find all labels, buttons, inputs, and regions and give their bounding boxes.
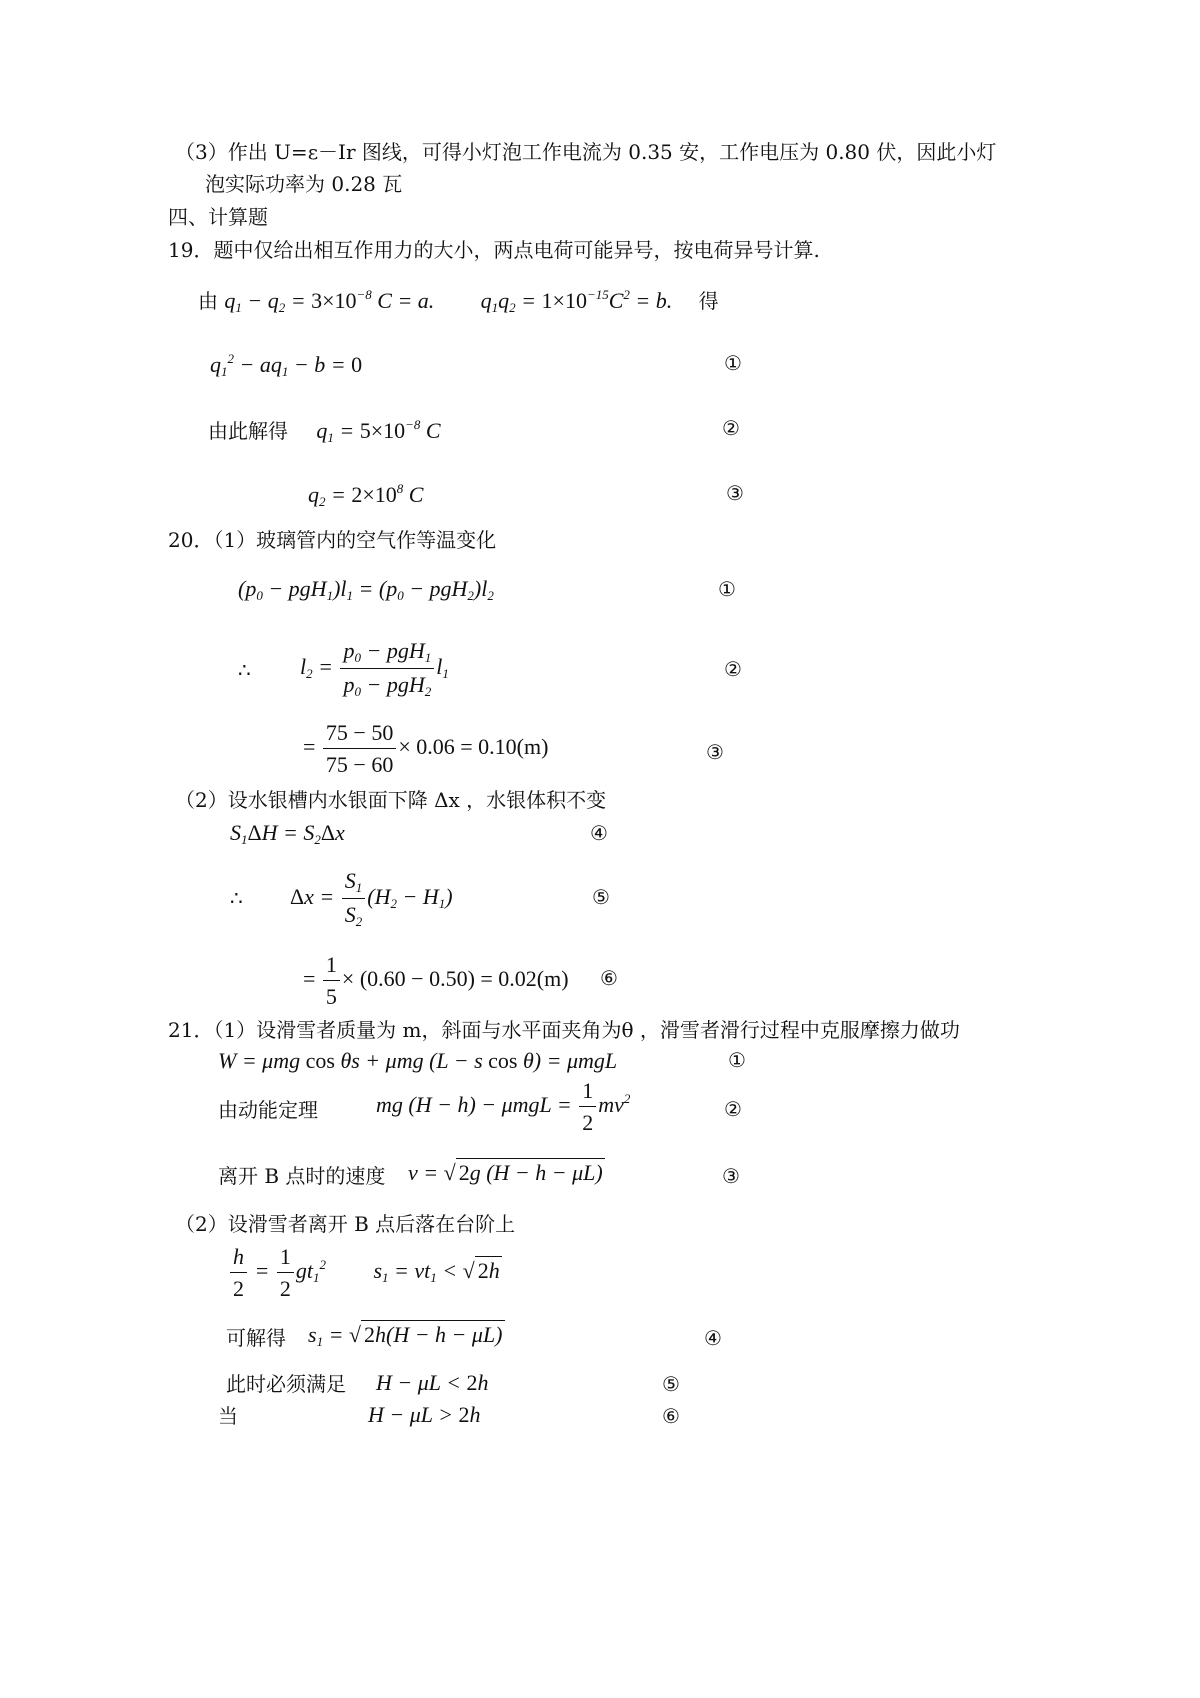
- q21-eq-cond2: H − μL > 2h: [368, 1402, 481, 1427]
- q19-solve: [208, 418, 441, 444]
- q20-mark-5: ⑤: [592, 885, 610, 909]
- q20-intro: 20．（1）玻璃管内的空气作等温变化: [168, 528, 497, 552]
- q20-eq-calc2: = $\frac{1}{5}$ × (0.60 − 0.50) = 0.02(m): [303, 952, 569, 1009]
- q19-eq-quadratic: $q_1^2 - aq_1 - b = 0$: [210, 351, 363, 379]
- q19-mark-3: ③: [726, 481, 744, 505]
- q19-solve-prefix: 由此解得: [208, 419, 288, 443]
- q21-mark-5: ⑤: [662, 1372, 680, 1396]
- q20-frac-top: 75 − 50: [323, 722, 396, 749]
- q20-mark-4: ④: [590, 821, 608, 845]
- q20-therefore-1: ∴: [238, 658, 251, 682]
- q20-therefore-2: ∴: [230, 886, 243, 910]
- q21-mark-4: ④: [704, 1326, 722, 1350]
- q19-mark-2: ②: [722, 416, 740, 440]
- q20-calc2-tail: × (0.60 − 0.50) = 0.02(m): [341, 966, 569, 992]
- q20-eq-dx: Δx = $\frac{S_1}{S_2}$ $(H_2 - H_1)$: [290, 868, 453, 929]
- q21-eq-speed: v = √ 2g (H − h − μL): [408, 1160, 603, 1185]
- q21-speed-label: 离开 B 点时的速度: [218, 1164, 386, 1188]
- q19-eq-q2: $q_2 = 2\times 10^8$ C: [308, 481, 424, 509]
- q19-intro: 19．题中仅给出相互作用力的大小，两点电荷可能异号，按电荷异号计算.: [168, 238, 820, 262]
- q20-mark-6: ⑥: [600, 966, 618, 990]
- q19-given-prefix: 由: [198, 289, 218, 313]
- q20-frac-bot: 75 − 60: [325, 752, 394, 777]
- q20-calc-tail: × 0.06 = 0.10(m): [398, 734, 549, 760]
- q20-part2: （2）设水银槽内水银面下降 Δx ，水银体积不变: [175, 788, 607, 812]
- q20-eq-l2: $l_2$ = $\frac{p_0 - pgH_1}{p_0 - pgH_2}$ $l_1$: [300, 638, 449, 699]
- p3-line2: 泡实际功率为 0.28 瓦: [205, 172, 403, 196]
- q19-mark-1: ①: [724, 351, 742, 375]
- q20-mark-3: ③: [706, 740, 724, 764]
- q21-mark-1: ①: [728, 1048, 746, 1072]
- q19-eq-q1: $q_1 = 5\times 10^{-8}$ C: [316, 417, 441, 445]
- q21-eq-fall: $\frac{h}{2}$ = $\frac{1}{2}$ $gt_1^2$ $s_1 = vt_1$ < √ 2h: [228, 1246, 502, 1300]
- q21-eq-work: W = μmg cos θs + μmg (L − s cos θ) = μmgL: [218, 1048, 618, 1073]
- q21-eq-s1: $s_1$ = √ 2h(H − h − μL): [308, 1322, 503, 1349]
- q21-eq-cond1: H − μL < 2h: [376, 1370, 489, 1395]
- q20-eq-calc: = $\frac{75 - 50}{75 - 60}$ × 0.06 = 0.10(m): [303, 720, 549, 777]
- q19-given-eq1: $q_1 - q_2 = 3\times 10^{-8}$ C = a.: [224, 287, 435, 315]
- q19-given: [198, 288, 719, 314]
- q20-eq-volume: $S_1\Delta H = S_2\Delta x$: [230, 820, 345, 847]
- q21-intro: 21．（1）设滑雪者质量为 m，斜面与水平面夹角为θ ，滑雪者滑行过程中克服摩擦力做功: [168, 1018, 960, 1042]
- q19-given-eq2: $q_1q_2 = 1\times 10^{-15}C^2 = b$.: [480, 287, 673, 315]
- q21-part2: （2）设滑雪者离开 B 点后落在台阶上: [175, 1212, 516, 1236]
- q21-when-label: 当: [218, 1404, 238, 1428]
- q21-solve-label: 可解得: [226, 1326, 286, 1350]
- p3-line1: （3）作出 U=ε－Ir 图线，可得小灯泡工作电流为 0.35 安，工作电压为 0.80 伏，因此小灯: [175, 140, 997, 164]
- q21-eq-kinetic: mg (H − h) − μmgL = $\frac{1}{2}$ $mv^2$: [376, 1078, 631, 1135]
- q21-mark-3: ③: [722, 1164, 740, 1188]
- q21-kinetic-label: 由动能定理: [218, 1098, 318, 1122]
- q19-given-suffix: 得: [698, 289, 719, 313]
- q20-mark-2: ②: [724, 657, 742, 681]
- q21-mark-2: ②: [724, 1097, 742, 1121]
- q21-must-label: 此时必须满足: [226, 1372, 346, 1396]
- section-title: 四、计算题: [168, 205, 268, 229]
- q20-eq-isothermal: $(p_0 - pgH_1)l_1 = (p_0 - pgH_2)l_2$: [238, 576, 494, 603]
- q20-mark-1: ①: [718, 577, 736, 601]
- q21-mark-6: ⑥: [662, 1404, 680, 1428]
